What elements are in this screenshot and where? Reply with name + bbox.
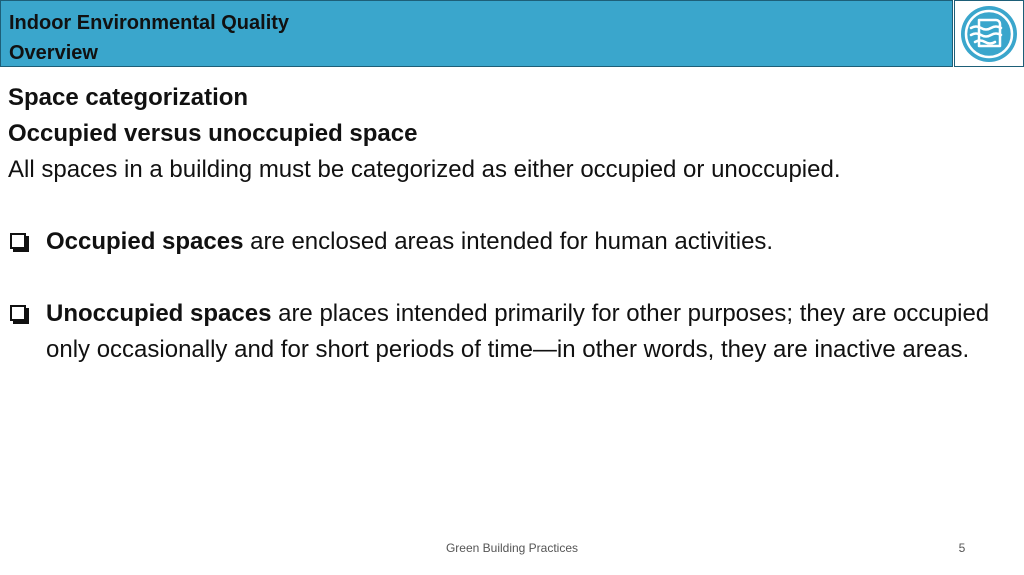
building-waves-icon xyxy=(959,4,1019,64)
bullet-occupied-spaces xyxy=(8,224,1008,260)
slide-title-line1: Indoor Environmental Quality xyxy=(9,12,290,34)
checkbox-bullet-icon xyxy=(10,233,26,249)
slide-content xyxy=(8,80,1008,404)
slide-title xyxy=(9,8,289,68)
intro-text: All spaces in a building must be categorized as either occupied or unoccupied. xyxy=(8,156,841,183)
bullet-unoccupied-spaces xyxy=(8,296,1008,368)
footer-text: Green Building Practices xyxy=(445,541,579,555)
page-number: 5 xyxy=(958,541,966,555)
checkbox-bullet-icon xyxy=(10,305,26,321)
section-subheading: Occupied versus unoccupied space xyxy=(8,120,418,147)
header-bar xyxy=(0,0,953,67)
section-heading: Space categorization xyxy=(8,84,249,111)
bullet-description: are enclosed areas intended for human activities. xyxy=(243,228,774,255)
logo xyxy=(954,0,1024,67)
bullet-term: Unoccupied spaces xyxy=(46,300,272,327)
bullet-term: Occupied spaces xyxy=(46,228,244,255)
slide-title-line2: Overview xyxy=(9,42,98,64)
bullet-description: are places intended primarily for other purposes; they are occupied only occasionally and for short periods of time—in other words, they are inactive areas. xyxy=(46,300,990,363)
